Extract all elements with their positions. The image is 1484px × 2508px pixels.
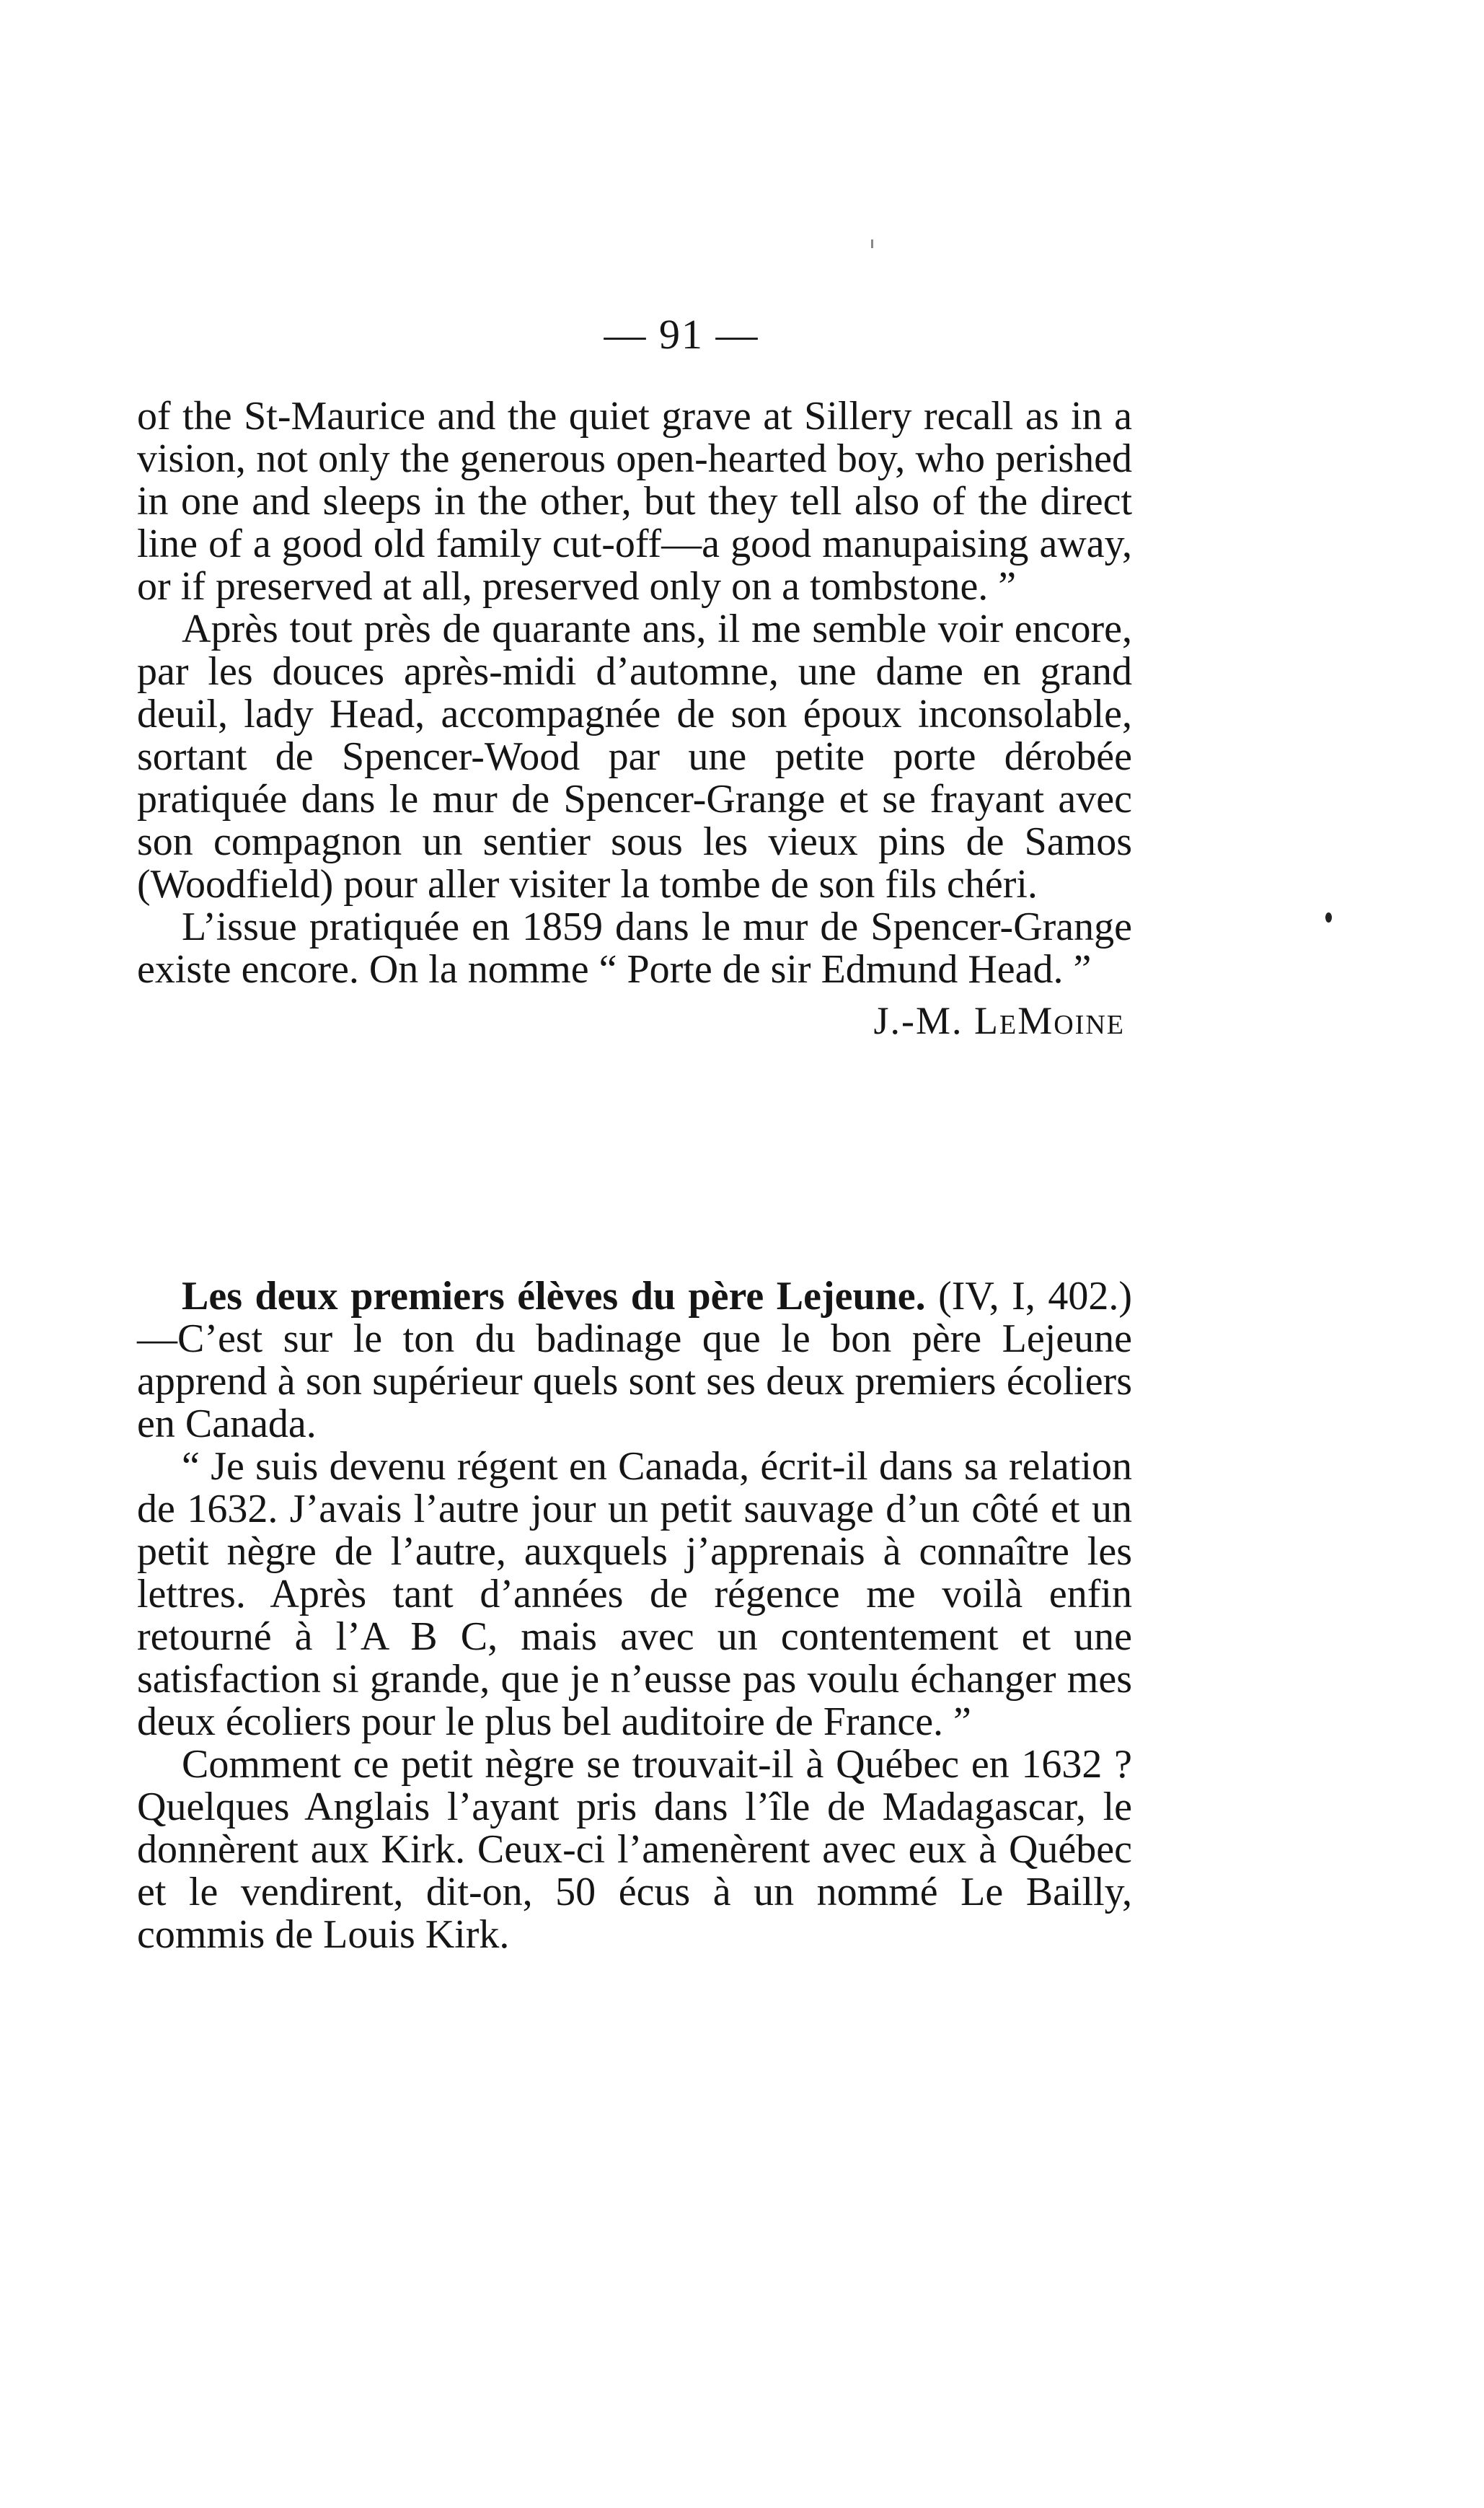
section-reference-text: (IV, I, 402.)—C’est sur le ton du badinage que le bon père Lejeune apprend à son supérieur quels sont ses deux premiers écoliers en Canada. [137,1274,1132,1446]
paragraph-porte-sir-edmund: L’issue pratiquée en 1859 dans le mur de Spencer-Grange existe encore. On la nomme “ Porte de sir Edmund Head. ” [137,905,1132,992]
page-number: — 91 — [604,311,759,358]
stray-mark-margin [1325,912,1332,923]
paragraph-petit-negre: Comment ce petit nègre se trouvait-il à Québec en 1632 ? Quelques Anglais l’ayant pris dans l’île de Madagascar, le donnèrent aux Kirk. Ceux-ci l’amenèrent avec eux à Québec et le vendirent, dit-on, 50 écus à un nommé Le Bailly, commis de Louis Kirk. [137,1742,1132,1957]
paragraph-sillery: of the St-Maurice and the quiet grave at Sillery recall as in a vision, not only the generous open-hearted boy, who perished in one and sleeps in the other, but they tell also of the direct line of a good old family cut-off—a good manupaising away, or if preserved at all, preserved only on a tombstone. ” [137,394,1132,609]
paragraph-lejeune-quote: “ Je suis devenu régent en Canada, écrit-il dans sa relation de 1632. J’avais l’autre jour un petit sauvage d’un côté et un petit nègre de l’autre, auxquels j’apprenais à connaître les lettres. Après tant d’années de régence me voilà enfin retourné à l’A B C, mais avec un contentement et une satisfaction si grande, que je n’eusse pas voulu échanger mes deux écoliers pour le plus bel auditoire de France. ” [137,1444,1132,1744]
paragraph-lejeune-intro [137,1275,1132,1446]
stray-mark-top [871,239,873,248]
text-block-lemoine [137,395,1132,1042]
section-heading: Les deux premiers élèves du père Lejeune. [182,1274,926,1319]
paragraph-lady-head: Après tout près de quarante ans, il me semble voir encore, par les douces après-midi d’automne, une dame en grand deuil, lady Head, accompagnée de son époux inconsolable, sortant de Spencer-Wood par une petite porte dérobée pratiquée dans le mur de Spencer-Grange et se frayant avec son compagnon un sentier sous les vieux pins de Samos (Woodfield) pour aller visiter la tombe de son fils chéri. [137,607,1132,907]
signature: J.-M. LeMoine [873,999,1125,1042]
text-block-lejeune [137,1275,1132,1956]
